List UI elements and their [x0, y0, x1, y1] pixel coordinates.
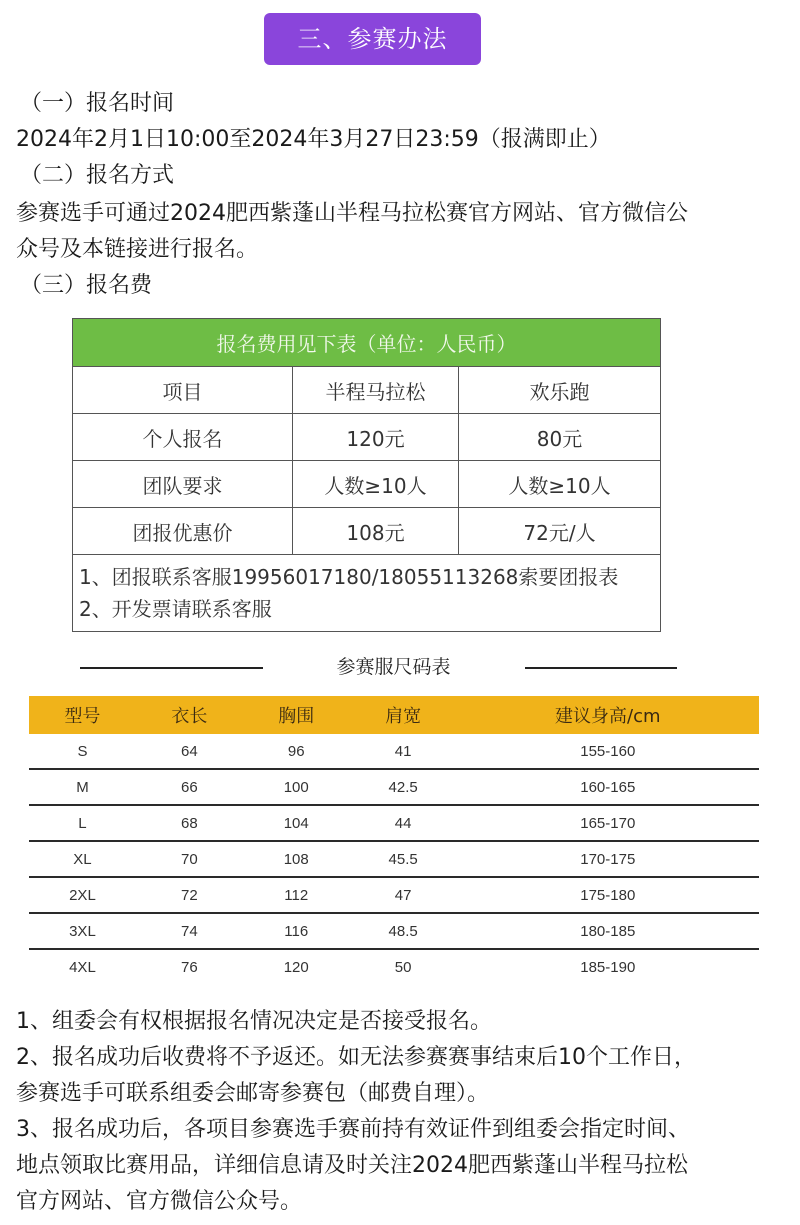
size-cell: 47	[350, 877, 457, 913]
size-col-header: 胸围	[243, 696, 350, 734]
fee-cell: 108元	[293, 508, 459, 555]
registration-time-heading: （一）报名时间	[20, 91, 175, 116]
size-cell: XL	[29, 841, 136, 877]
size-cell: M	[29, 769, 136, 805]
size-col-header: 型号	[29, 696, 136, 734]
size-cell: 120	[283, 958, 309, 976]
size-cell: 64	[136, 734, 243, 769]
size-row	[29, 913, 759, 949]
note-line-1: 1、组委会有权根据报名情况决定是否接受报名。	[16, 1009, 492, 1034]
size-row	[29, 805, 759, 841]
fee-cell: 团报优惠价	[73, 508, 293, 555]
fee-cell: 人数≥10人	[293, 461, 459, 508]
size-cell: 48.5	[350, 913, 457, 949]
size-cell: 70	[136, 841, 243, 877]
size-chart-header-row	[29, 696, 759, 734]
size-row	[29, 734, 759, 769]
size-cell: 116	[243, 913, 350, 949]
size-col-header: 建议身高/cm	[457, 696, 759, 734]
fee-cell: 80元	[459, 414, 661, 461]
size-row	[29, 769, 759, 805]
fee-table-notes-row	[73, 555, 661, 632]
size-cell: S	[29, 734, 136, 769]
size-row	[29, 841, 759, 877]
size-cell: 66	[136, 769, 243, 805]
size-col-header: 肩宽	[350, 696, 457, 734]
fee-cell: 120元	[293, 414, 459, 461]
fee-cell: 人数≥10人	[459, 461, 661, 508]
fee-cell: 团队要求	[73, 461, 293, 508]
fee-table-row	[73, 414, 661, 461]
size-cell: 45.5	[350, 841, 457, 877]
fee-notes	[73, 555, 661, 632]
size-cell: 165-170	[457, 805, 759, 841]
fee-table-header-row	[73, 367, 661, 414]
note-line-3: 参赛选手可联系组委会邮寄参赛包（邮费自理）。	[16, 1081, 490, 1106]
size-cell: 3XL	[29, 913, 136, 949]
fee-table-row	[73, 508, 661, 555]
size-cell: 170-175	[457, 841, 759, 877]
size-cell: 175-180	[457, 877, 759, 913]
size-cell: 44	[350, 805, 457, 841]
size-cell: 112	[243, 877, 350, 913]
size-cell: 50	[394, 958, 412, 976]
size-cell: 74	[136, 913, 243, 949]
size-chart-title: 参赛服尺码表	[336, 656, 451, 678]
fee-table	[72, 318, 661, 632]
size-cell: 108	[243, 841, 350, 877]
fee-table-row	[73, 461, 661, 508]
size-cell: 104	[243, 805, 350, 841]
fee-note-2: 2、开发票请联系客服	[79, 597, 272, 621]
registration-method-text-2: 众号及本链接进行报名。	[16, 237, 259, 262]
section-title-badge: 三、参赛办法	[264, 13, 481, 65]
fee-col-header: 欢乐跑	[459, 367, 661, 414]
size-cell: 4XL	[69, 958, 96, 976]
note-line-6: 官方网站、官方微信公众号。	[16, 1189, 303, 1214]
divider-right	[525, 667, 677, 669]
size-col-header: 衣长	[136, 696, 243, 734]
size-row	[29, 949, 759, 984]
size-row	[29, 877, 759, 913]
size-cell: 100	[243, 769, 350, 805]
size-cell: 160-165	[457, 769, 759, 805]
fee-col-header: 项目	[73, 367, 293, 414]
fee-cell: 72元/人	[459, 508, 661, 555]
size-cell: 2XL	[29, 877, 136, 913]
size-cell: 41	[350, 734, 457, 769]
size-cell: L	[29, 805, 136, 841]
fee-table-title: 报名费用见下表（单位：人民币）	[73, 319, 661, 367]
size-cell: 72	[136, 877, 243, 913]
size-cell: 155-160	[457, 734, 759, 769]
registration-time-text: 2024年2月1日10:00至2024年3月27日23:59（报满即止）	[16, 127, 611, 152]
registration-method-heading: （二）报名方式	[20, 163, 175, 188]
size-chart-title-bar	[0, 652, 800, 682]
size-cell: 42.5	[350, 769, 457, 805]
registration-method-text-1: 参赛选手可通过2024肥西紫蓬山半程马拉松赛官方网站、官方微信公	[16, 201, 688, 226]
fee-col-header: 半程马拉松	[293, 367, 459, 414]
fee-cell: 个人报名	[73, 414, 293, 461]
note-line-5: 地点领取比赛用品，详细信息请及时关注2024肥西紫蓬山半程马拉松	[16, 1153, 688, 1178]
size-cell: 68	[136, 805, 243, 841]
size-cell: 96	[243, 734, 350, 769]
size-chart-table	[29, 696, 759, 984]
note-line-4: 3、报名成功后，各项目参赛选手赛前持有效证件到组委会指定时间、	[16, 1117, 690, 1142]
fee-note-1: 1、团报联系客服19956017180/18055113268索要团报表	[79, 565, 619, 589]
note-line-2: 2、报名成功后收费将不予返还。如无法参赛赛事结束后10个工作日，	[16, 1045, 696, 1070]
size-cell: 76	[180, 958, 198, 976]
size-cell: 185-190	[580, 958, 636, 976]
registration-fee-heading: （三）报名费	[20, 273, 153, 298]
size-cell: 180-185	[457, 913, 759, 949]
